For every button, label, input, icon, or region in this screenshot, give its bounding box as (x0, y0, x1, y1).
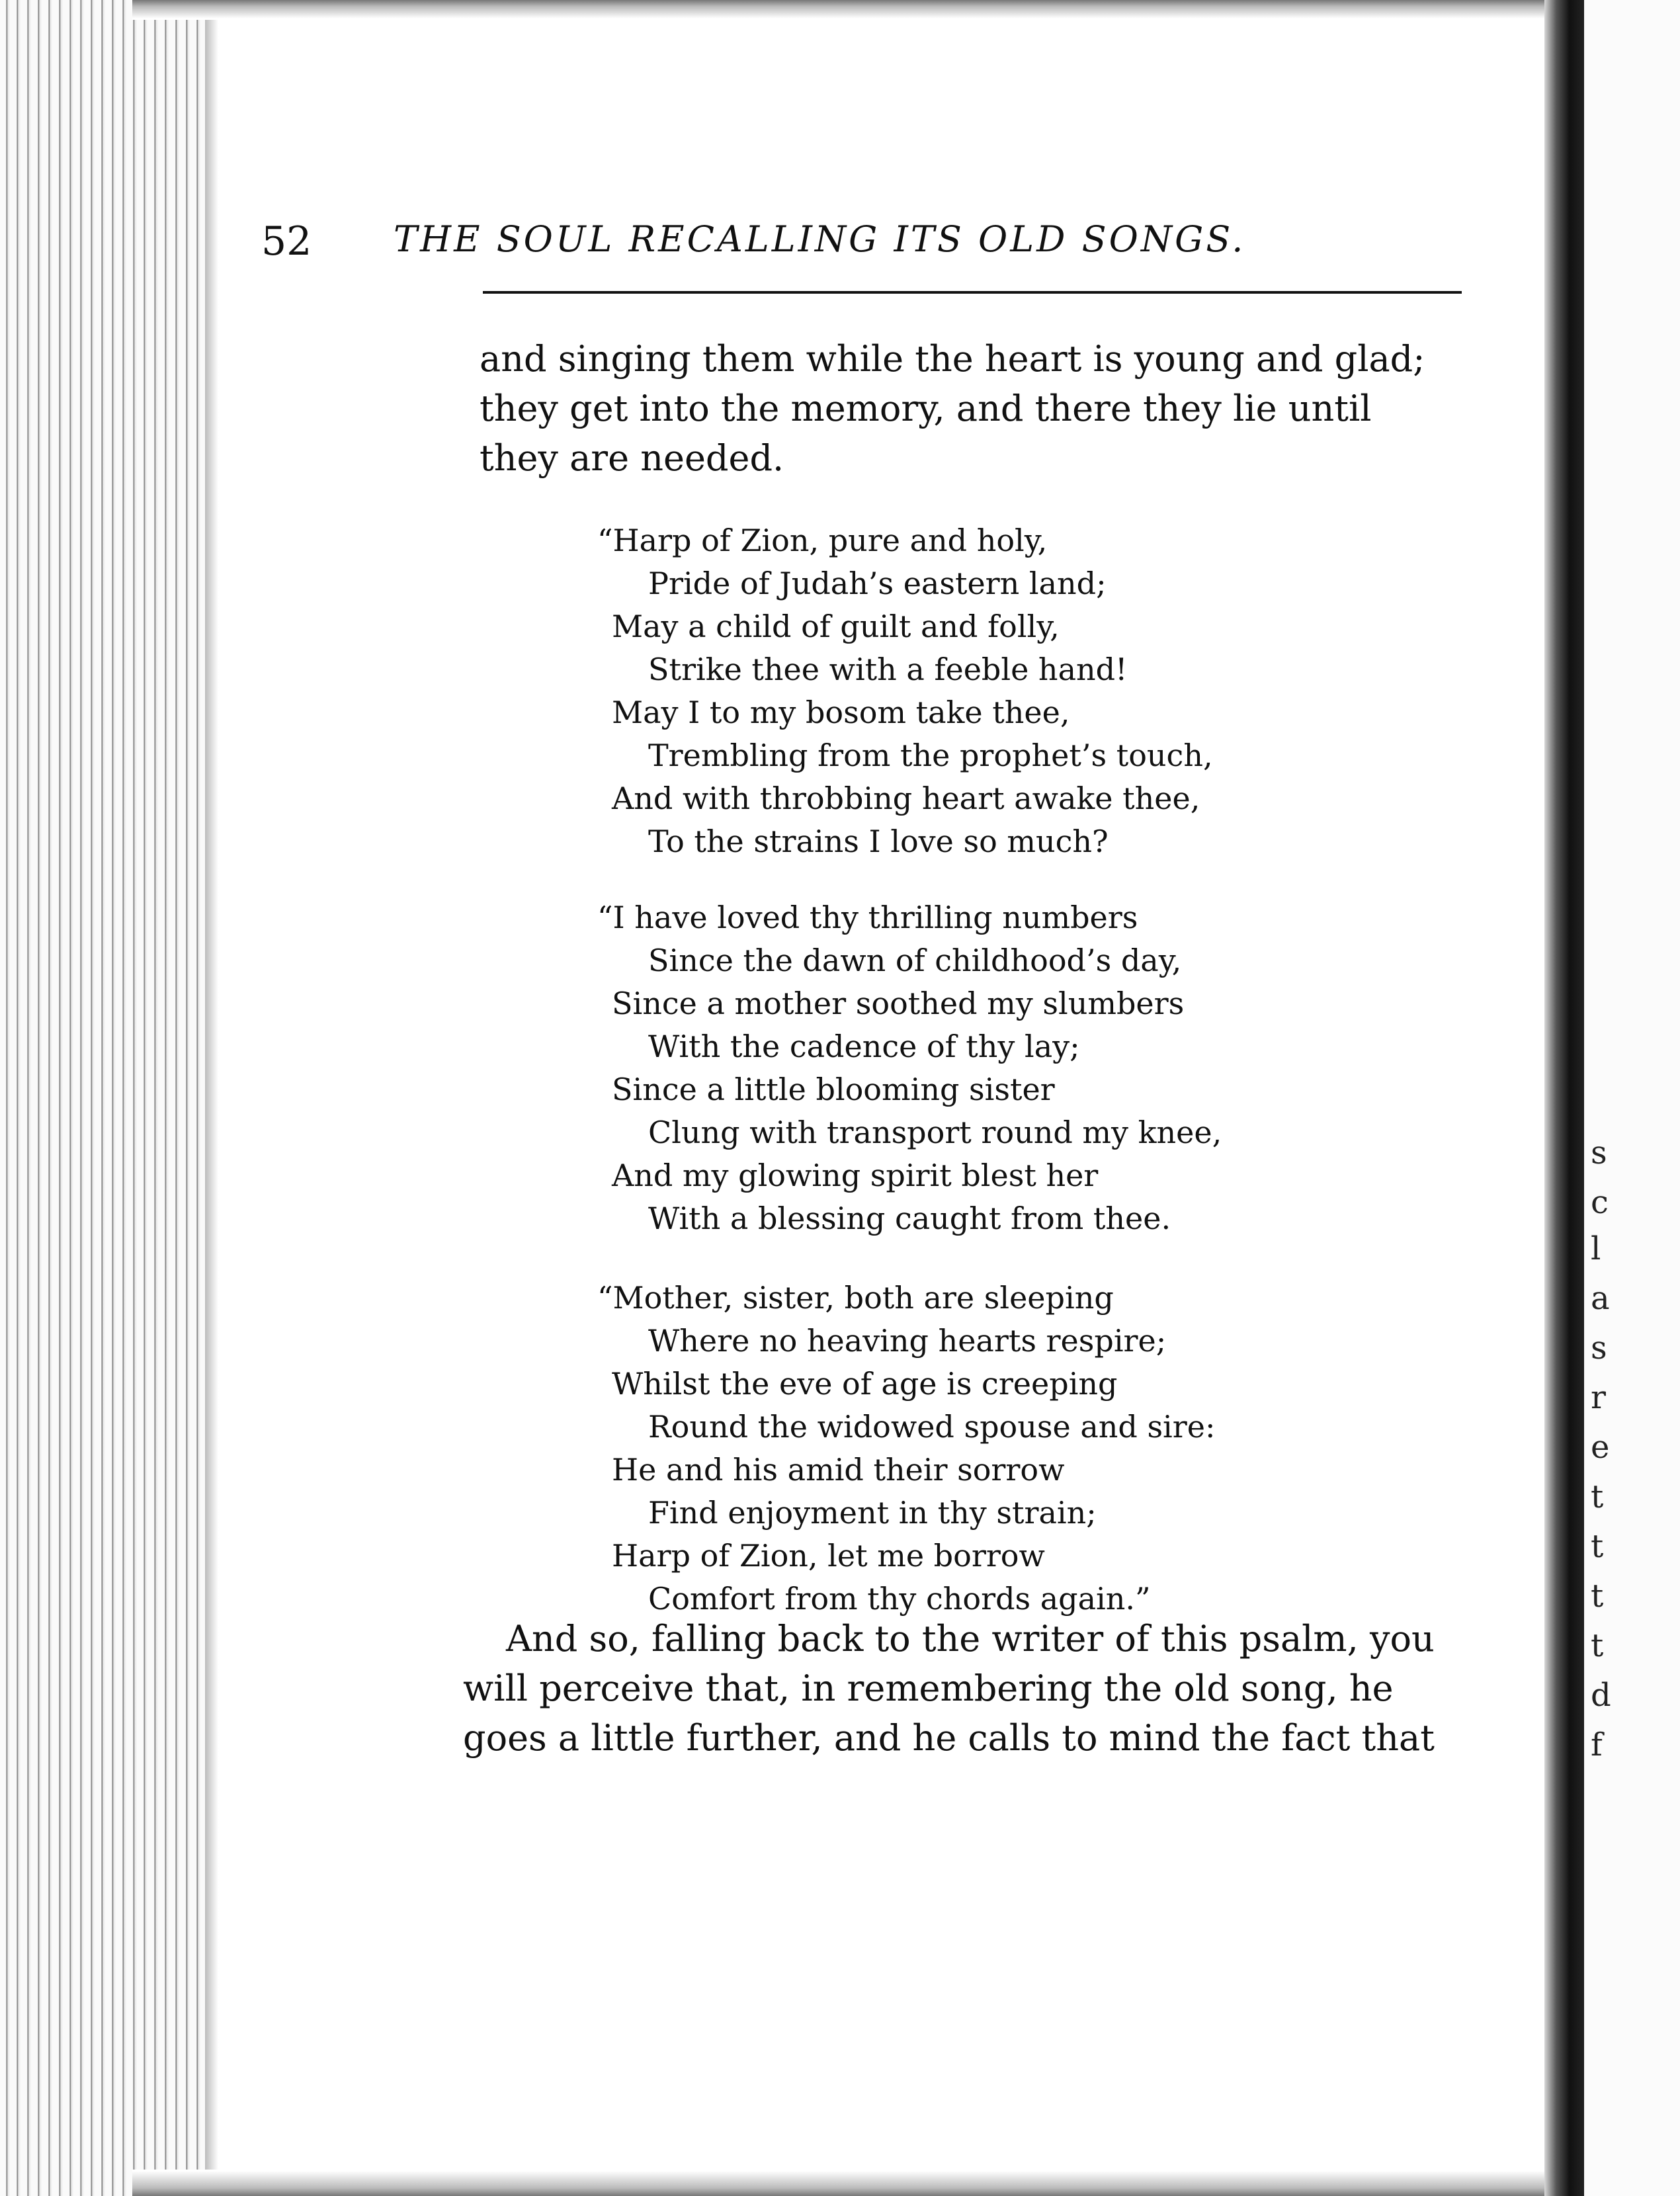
poem-line: Strike thee with a feeble hand! (648, 652, 1128, 687)
facing-page-letter: c (1591, 1184, 1609, 1221)
poem-line: And with throbbing heart awake thee, (612, 781, 1200, 816)
poem-line: May I to my bosom take thee, (612, 695, 1070, 730)
closing-paragraph (463, 1614, 1435, 1763)
text-line: and singing them while the heart is young and glad; (480, 338, 1425, 380)
poem-stanza-1 (597, 519, 1213, 863)
poem-line: He and his amid their sorrow (612, 1452, 1065, 1488)
facing-page-letter: t (1591, 1528, 1604, 1565)
facing-page-letter: s (1591, 1134, 1607, 1171)
poem-line: Since the dawn of childhood’s day, (648, 943, 1182, 978)
book-gutter (1544, 0, 1584, 2196)
text-line: they get into the memory, and there they lie until (480, 388, 1372, 429)
running-title: THE SOUL RECALLING ITS OLD SONGS. (394, 218, 1246, 260)
poem-stanza-3 (597, 1277, 1216, 1621)
facing-page-letter: r (1591, 1379, 1606, 1416)
page-header (261, 218, 1465, 271)
poem-line: “I have loved thy thrilling numbers (597, 900, 1138, 935)
poem-line: And my glowing spirit blest her (612, 1158, 1099, 1193)
poem-line: With a blessing caught from thee. (648, 1201, 1171, 1236)
facing-page-letter: f (1591, 1726, 1603, 1763)
poem-line: Whilst the eve of age is creeping (612, 1366, 1118, 1402)
poem-line: Comfort from thy chords again.” (648, 1581, 1151, 1617)
facing-page-letter: d (1591, 1677, 1611, 1714)
header-rule (483, 291, 1462, 294)
book-page-edges (0, 0, 218, 2196)
facing-page-letter: t (1591, 1478, 1604, 1515)
text-line: they are needed. (480, 437, 784, 479)
poem-line: Pride of Judah’s eastern land; (648, 566, 1107, 601)
facing-page-edge (1584, 0, 1680, 2196)
facing-page-letter: e (1591, 1429, 1610, 1466)
poem-line: “Harp of Zion, pure and holy, (597, 523, 1048, 558)
poem-line: “Mother, sister, both are sleeping (597, 1280, 1114, 1316)
poem-line: Clung with transport round my knee, (648, 1115, 1222, 1150)
intro-paragraph (480, 334, 1425, 483)
facing-page-letter: l (1591, 1230, 1601, 1267)
poem-line: Find enjoyment in thy strain; (648, 1495, 1097, 1531)
poem-stanza-2 (597, 896, 1222, 1240)
facing-page-letter: t (1591, 1578, 1604, 1615)
poem-line: Where no heaving hearts respire; (648, 1323, 1167, 1359)
poem-line: May a child of guilt and folly, (612, 609, 1060, 644)
facing-page-letter: s (1591, 1330, 1607, 1367)
facing-page-letter: t (1591, 1627, 1604, 1664)
poem-line: Trembling from the prophet’s touch, (648, 738, 1213, 773)
poem-line: With the cadence of thy lay; (648, 1029, 1080, 1064)
text-line: will perceive that, in remembering the old song, he (463, 1668, 1394, 1709)
poem-line: To the strains I love so much? (648, 824, 1109, 859)
poem-line: Since a little blooming sister (612, 1072, 1055, 1107)
text-line: And so, falling back to the writer of this psalm, you (506, 1618, 1435, 1660)
poem-line: Harp of Zion, let me borrow (612, 1538, 1045, 1574)
poem-line: Round the widowed spouse and sire: (648, 1409, 1216, 1445)
text-line: goes a little further, and he calls to mind the fact that (463, 1717, 1435, 1759)
page-number: 52 (261, 218, 312, 265)
facing-page-letter: a (1591, 1280, 1610, 1317)
poem-line: Since a mother soothed my slumbers (612, 986, 1185, 1021)
